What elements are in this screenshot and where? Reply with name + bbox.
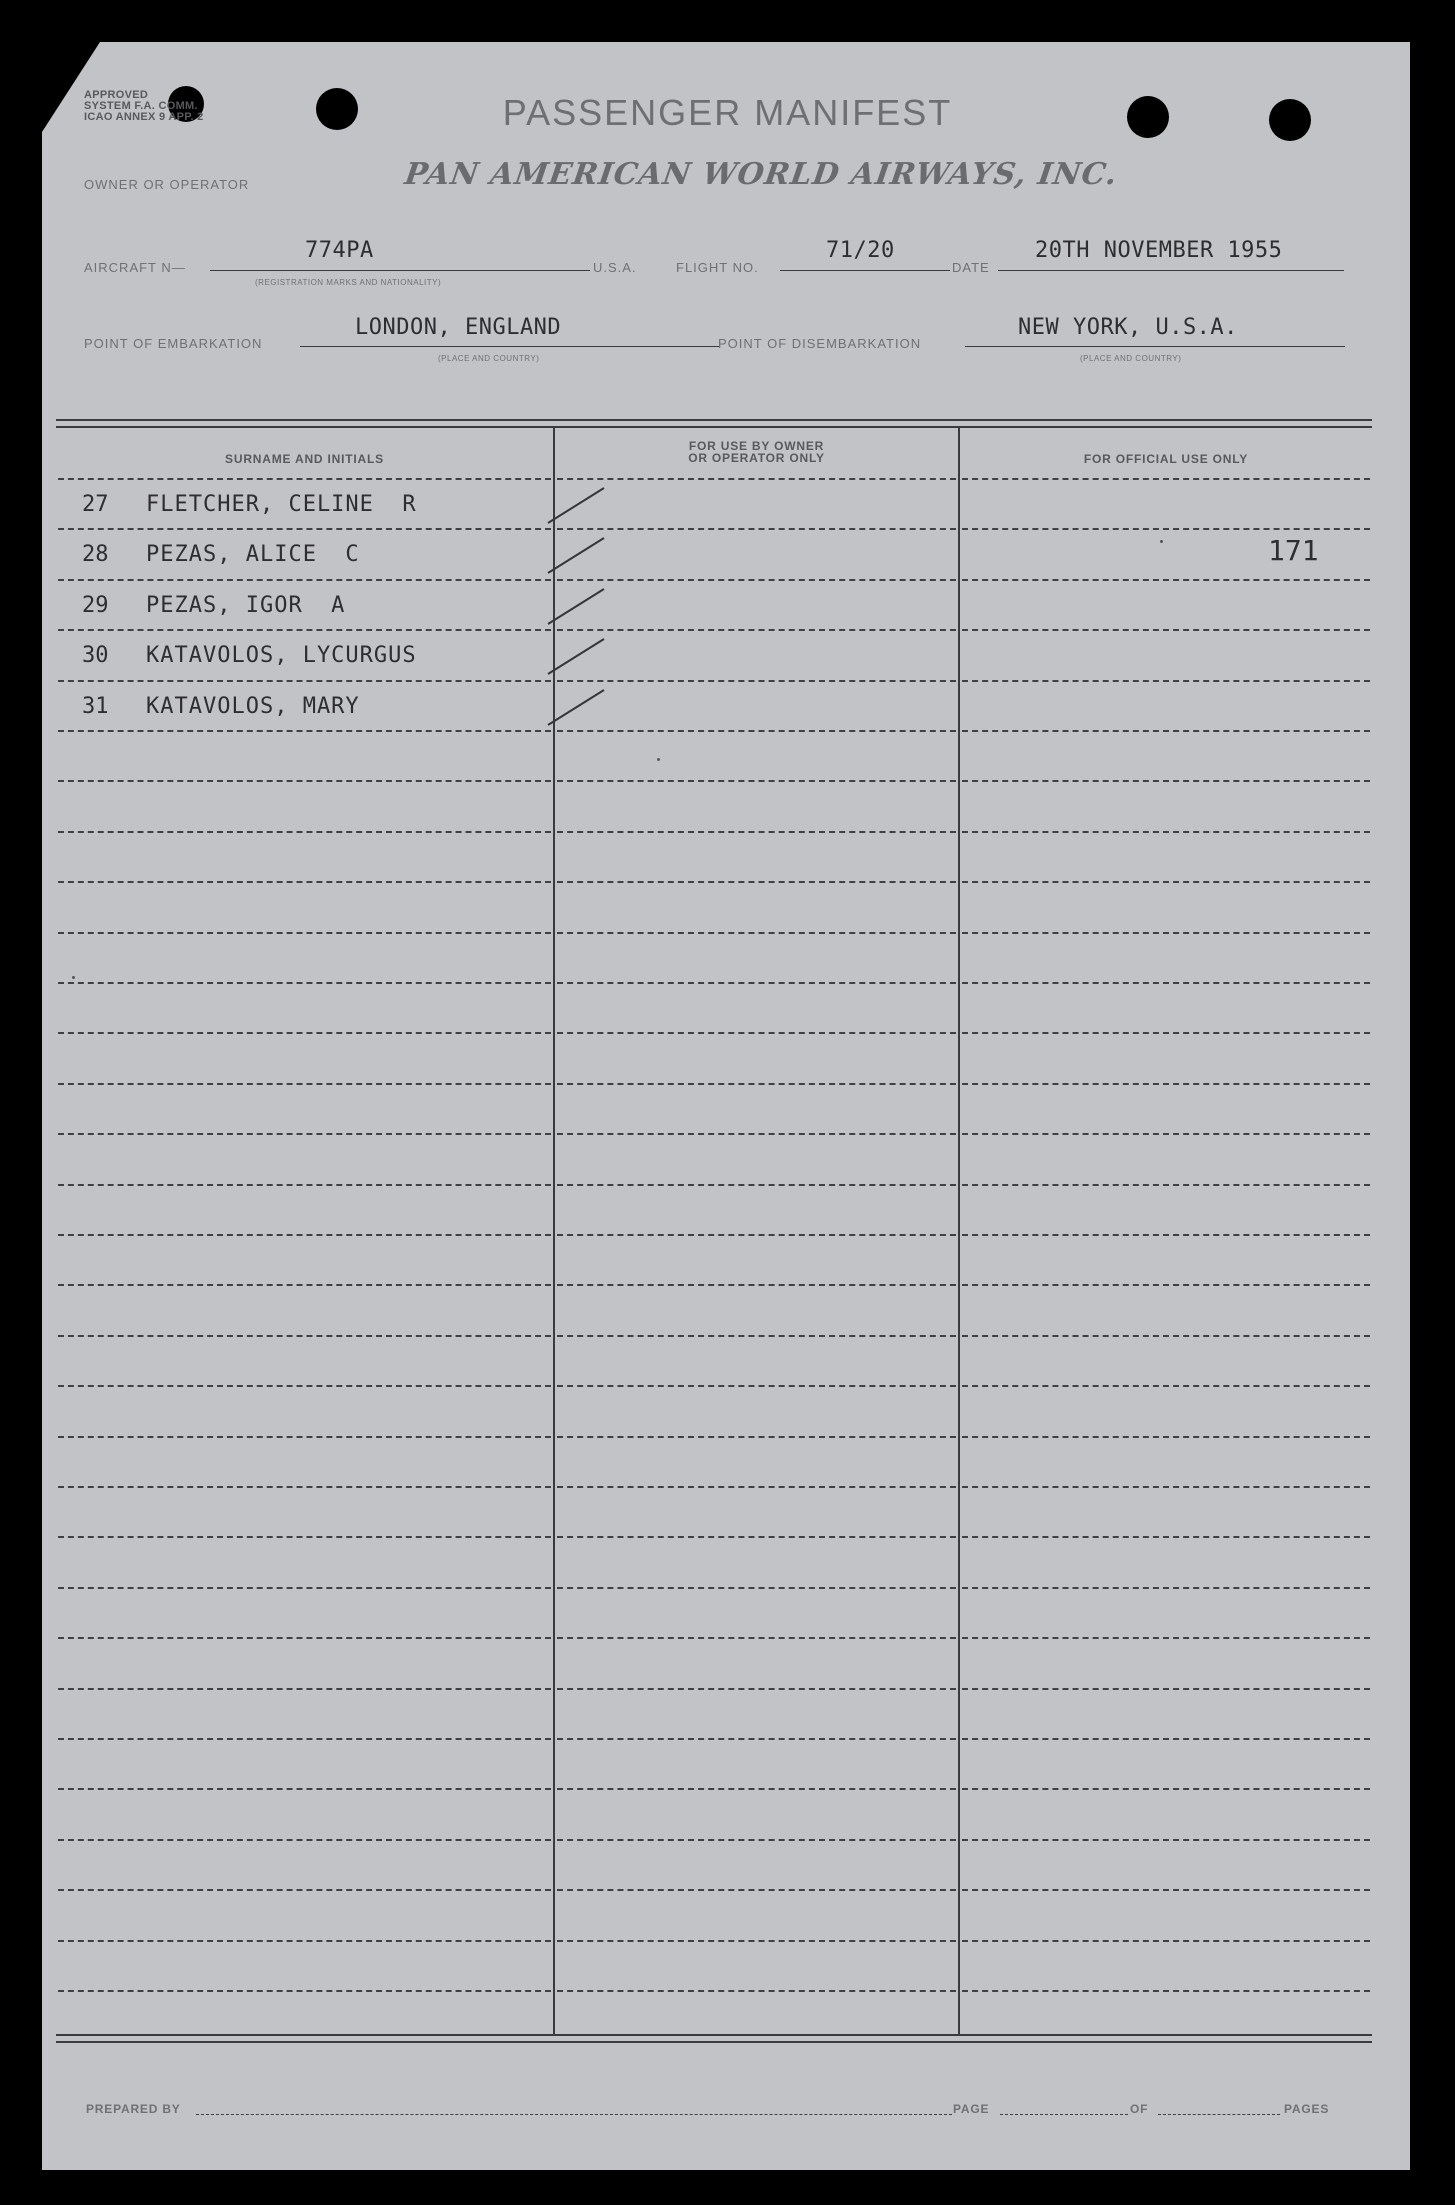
row-number: 27 bbox=[82, 492, 109, 517]
embark-value: LONDON, ENGLAND bbox=[355, 315, 562, 340]
usa-label: U.S.A. bbox=[593, 260, 637, 275]
row-separator bbox=[962, 478, 1370, 480]
row-separator bbox=[557, 1536, 956, 1538]
row-separator bbox=[58, 730, 551, 732]
operator-name: PAN AMERICAN WORLD AIRWAYS, INC. bbox=[402, 157, 1120, 192]
row-separator bbox=[58, 1688, 551, 1690]
row-separator bbox=[962, 629, 1370, 631]
official-entry: 171 bbox=[1268, 534, 1319, 567]
row-separator bbox=[557, 1889, 956, 1891]
row-separator bbox=[557, 680, 956, 682]
page-title: PASSENGER MANIFEST bbox=[502, 92, 953, 133]
row-separator bbox=[962, 1133, 1370, 1135]
row-separator bbox=[962, 528, 1370, 530]
row-number: 29 bbox=[82, 593, 109, 618]
approval-stamp: APPROVED SYSTEM F.A. COMM. ICAO ANNEX 9 APP. 2 bbox=[84, 89, 204, 123]
row-separator bbox=[557, 1990, 956, 1992]
row-separator bbox=[58, 1133, 551, 1135]
row-separator bbox=[557, 1688, 956, 1690]
row-separator bbox=[557, 932, 956, 934]
row-separator bbox=[962, 1032, 1370, 1034]
row-separator bbox=[962, 1889, 1370, 1891]
date-line bbox=[998, 270, 1344, 271]
row-separator bbox=[557, 1234, 956, 1236]
row-separator bbox=[557, 831, 956, 833]
row-separator bbox=[58, 579, 551, 581]
disembark-place-note: (PLACE AND COUNTRY) bbox=[1080, 354, 1182, 363]
row-separator bbox=[962, 1184, 1370, 1186]
row-separator bbox=[557, 1436, 956, 1438]
row-separator bbox=[58, 1385, 551, 1387]
paper-speck bbox=[72, 976, 75, 979]
row-number: 28 bbox=[82, 542, 109, 567]
row-separator bbox=[557, 1032, 956, 1034]
row-separator bbox=[58, 1738, 551, 1740]
row-separator bbox=[557, 982, 956, 984]
paper-speck bbox=[1160, 540, 1163, 543]
row-separator bbox=[58, 1940, 551, 1942]
row-separator bbox=[962, 579, 1370, 581]
row-separator bbox=[962, 1788, 1370, 1790]
row-separator bbox=[962, 1083, 1370, 1085]
row-separator bbox=[58, 982, 551, 984]
column-divider bbox=[958, 428, 960, 2034]
row-separator bbox=[962, 1839, 1370, 1841]
row-separator bbox=[557, 1738, 956, 1740]
prepared-by-line bbox=[196, 2114, 952, 2115]
row-separator bbox=[557, 1083, 956, 1085]
row-separator bbox=[962, 1688, 1370, 1690]
page-label: PAGE bbox=[953, 2102, 990, 2116]
row-separator bbox=[962, 1234, 1370, 1236]
row-separator bbox=[962, 780, 1370, 782]
date-value: 20TH NOVEMBER 1955 bbox=[1035, 238, 1283, 263]
row-separator bbox=[557, 1133, 956, 1135]
col-owner-header: FOR USE BY OWNER OR OPERATOR ONLY bbox=[688, 439, 825, 465]
registration-note: (REGISTRATION MARKS AND NATIONALITY) bbox=[255, 278, 442, 287]
row-separator bbox=[58, 932, 551, 934]
of-label: OF bbox=[1130, 2102, 1149, 2116]
row-separator bbox=[58, 1839, 551, 1841]
row-separator bbox=[962, 730, 1370, 732]
row-separator bbox=[557, 1940, 956, 1942]
aircraft-line bbox=[210, 270, 590, 271]
col-official-header: FOR OFFICIAL USE ONLY bbox=[1083, 452, 1249, 466]
row-separator bbox=[557, 1385, 956, 1387]
row-separator bbox=[557, 1486, 956, 1488]
row-separator bbox=[58, 1234, 551, 1236]
aircraft-value: 774PA bbox=[305, 238, 374, 263]
row-separator bbox=[962, 1284, 1370, 1286]
row-separator bbox=[557, 1184, 956, 1186]
passenger-name: KATAVOLOS, MARY bbox=[146, 694, 360, 719]
row-separator bbox=[58, 1436, 551, 1438]
row-number: 31 bbox=[82, 694, 109, 719]
row-separator bbox=[58, 1587, 551, 1589]
row-separator bbox=[962, 932, 1370, 934]
passenger-name: KATAVOLOS, LYCURGUS bbox=[146, 643, 417, 668]
row-separator bbox=[962, 1587, 1370, 1589]
col-surname-header: SURNAME AND INITIALS bbox=[225, 452, 384, 466]
row-separator bbox=[58, 1083, 551, 1085]
row-separator bbox=[557, 1284, 956, 1286]
row-separator bbox=[58, 1032, 551, 1034]
passenger-name: PEZAS, IGOR A bbox=[146, 593, 346, 618]
row-number: 30 bbox=[82, 643, 109, 668]
row-separator bbox=[962, 1536, 1370, 1538]
pages-label: PAGES bbox=[1284, 2102, 1330, 2116]
paper-speck bbox=[657, 758, 660, 761]
row-separator bbox=[58, 478, 551, 480]
row-separator bbox=[58, 1536, 551, 1538]
owner-label: OWNER OR OPERATOR bbox=[84, 177, 250, 192]
embark-line bbox=[300, 346, 720, 347]
row-separator bbox=[557, 478, 956, 480]
row-separator bbox=[557, 1637, 956, 1639]
row-separator bbox=[58, 1184, 551, 1186]
row-separator bbox=[962, 982, 1370, 984]
embark-place-note: (PLACE AND COUNTRY) bbox=[438, 354, 540, 363]
row-separator bbox=[557, 1335, 956, 1337]
row-separator bbox=[58, 629, 551, 631]
row-separator bbox=[962, 831, 1370, 833]
row-separator bbox=[58, 528, 551, 530]
flight-line bbox=[780, 270, 950, 271]
row-separator bbox=[58, 1284, 551, 1286]
disembark-label: POINT OF DISEMBARKATION bbox=[718, 336, 922, 351]
row-separator bbox=[962, 881, 1370, 883]
row-separator bbox=[557, 1587, 956, 1589]
row-separator bbox=[58, 680, 551, 682]
row-separator bbox=[58, 1990, 551, 1992]
row-separator bbox=[557, 881, 956, 883]
flight-value: 71/20 bbox=[826, 238, 895, 263]
disembark-value: NEW YORK, U.S.A. bbox=[1018, 315, 1238, 340]
row-separator bbox=[58, 881, 551, 883]
row-separator bbox=[962, 1940, 1370, 1942]
row-separator bbox=[557, 1839, 956, 1841]
row-separator bbox=[557, 528, 956, 530]
row-separator bbox=[962, 1486, 1370, 1488]
page-line bbox=[1000, 2114, 1128, 2115]
table-bottom-rule bbox=[56, 2034, 1372, 2036]
row-separator bbox=[58, 780, 551, 782]
row-separator bbox=[962, 1385, 1370, 1387]
embark-label: POINT OF EMBARKATION bbox=[84, 336, 263, 351]
aircraft-label: AIRCRAFT N— bbox=[84, 260, 186, 275]
row-separator bbox=[58, 1637, 551, 1639]
table-top-rule bbox=[56, 419, 1372, 421]
table-top-rule bbox=[56, 426, 1372, 428]
row-separator bbox=[58, 1486, 551, 1488]
date-label: DATE bbox=[952, 260, 990, 275]
of-line bbox=[1158, 2114, 1280, 2115]
row-separator bbox=[557, 629, 956, 631]
row-separator bbox=[557, 579, 956, 581]
passenger-name: PEZAS, ALICE C bbox=[146, 542, 360, 567]
flight-label: FLIGHT NO. bbox=[676, 260, 759, 275]
row-separator bbox=[962, 1990, 1370, 1992]
row-separator bbox=[557, 730, 956, 732]
row-separator bbox=[58, 1788, 551, 1790]
row-separator bbox=[962, 1637, 1370, 1639]
prepared-by-label: PREPARED BY bbox=[86, 2102, 181, 2116]
row-separator bbox=[58, 1889, 551, 1891]
disembark-line bbox=[965, 346, 1345, 347]
passenger-name: FLETCHER, CELINE R bbox=[146, 492, 417, 517]
row-separator bbox=[557, 780, 956, 782]
table-bottom-rule bbox=[56, 2041, 1372, 2043]
manifest-paper bbox=[42, 42, 1410, 2170]
row-separator bbox=[58, 831, 551, 833]
row-separator bbox=[557, 1788, 956, 1790]
row-separator bbox=[962, 1436, 1370, 1438]
row-separator bbox=[962, 1335, 1370, 1337]
row-separator bbox=[58, 1335, 551, 1337]
row-separator bbox=[962, 680, 1370, 682]
row-separator bbox=[962, 1738, 1370, 1740]
